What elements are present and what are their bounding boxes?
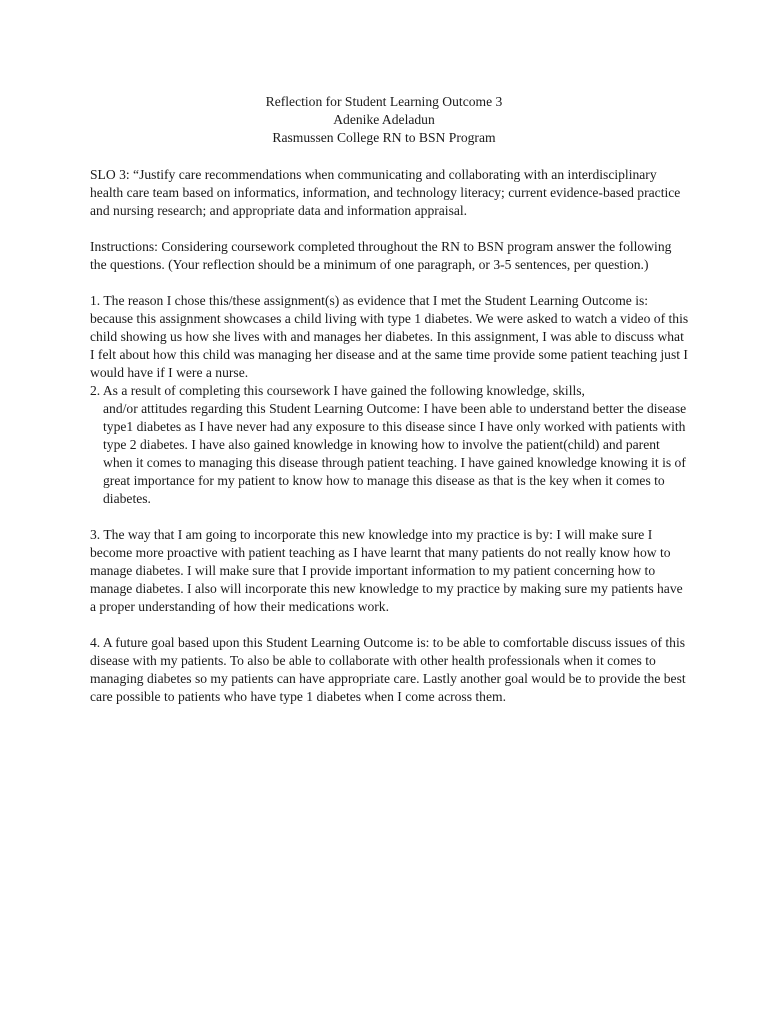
answer-2-lead: 2. As a result of completing this coursework I have gained the following knowledge, skills, bbox=[90, 383, 585, 398]
answer-2-paragraph: and/or attitudes regarding this Student Learning Outcome: I have been able to understand better the disease type1 diabetes as I have never had any exposure to this disease since I have only worked with patients with type 2 diabetes. I have also gained knowledge in knowing how to involve the patient(child) and parent when it comes to managing this disease through patient teaching. I have gained knowledge knowing it is of great importance for my patient to know how to manage this disease as that is the key when it comes to diabetes. bbox=[103, 401, 687, 506]
answer-1-paragraph: 1. The reason I chose this/these assignment(s) as evidence that I met the Student Learning Outcome is: because this assignment showcases a child living with type 1 diabetes. We were asked to watch a video of this child showing us how she lives with and manages her diabetes. In this assignment, I was able to discuss what I felt about how this child was managing her disease and at the same time provide some patient teaching just I would have if I were a nurse. bbox=[90, 293, 689, 380]
document-header bbox=[0, 93, 768, 147]
document-body bbox=[90, 166, 690, 724]
instructions-paragraph: Instructions: Considering coursework completed throughout the RN to BSN program answer the following the questions. (Your reflection should be a minimum of one paragraph, or 3-5 sentences, per question.) bbox=[90, 239, 672, 272]
author-name: Adenike Adeladun bbox=[333, 112, 435, 127]
answer-4-paragraph: 4. A future goal based upon this Student Learning Outcome is: to be able to comfortable discuss issues of this disease with my patients. To also be able to collaborate with other health professionals when it comes to managing diabetes so my patients can have appropriate care. Lastly another goal would be to provide the best care possible to patients who have type 1 diabetes when I come across them. bbox=[90, 635, 686, 704]
program-name: Rasmussen College RN to BSN Program bbox=[272, 130, 496, 145]
slo-paragraph: SLO 3: “Justify care recommendations when communicating and collaborating with an interdisciplinary health care team based on informatics, information, and technology literacy; current evidence-based practice and nursing research; and appropriate data and information appraisal. bbox=[90, 167, 681, 218]
answer-3-paragraph: 3. The way that I am going to incorporate this new knowledge into my practice is by: I will make sure I become more proactive with patient teaching as I have learnt that many patients do not really know how to manage diabetes. I will make sure that I provide important information to my patient concerning how to manage diabetes. I also will incorporate this new knowledge to my practice by making sure my patients have a proper understanding of how their medications work. bbox=[90, 527, 683, 614]
document-title: Reflection for Student Learning Outcome 3 bbox=[265, 94, 503, 109]
